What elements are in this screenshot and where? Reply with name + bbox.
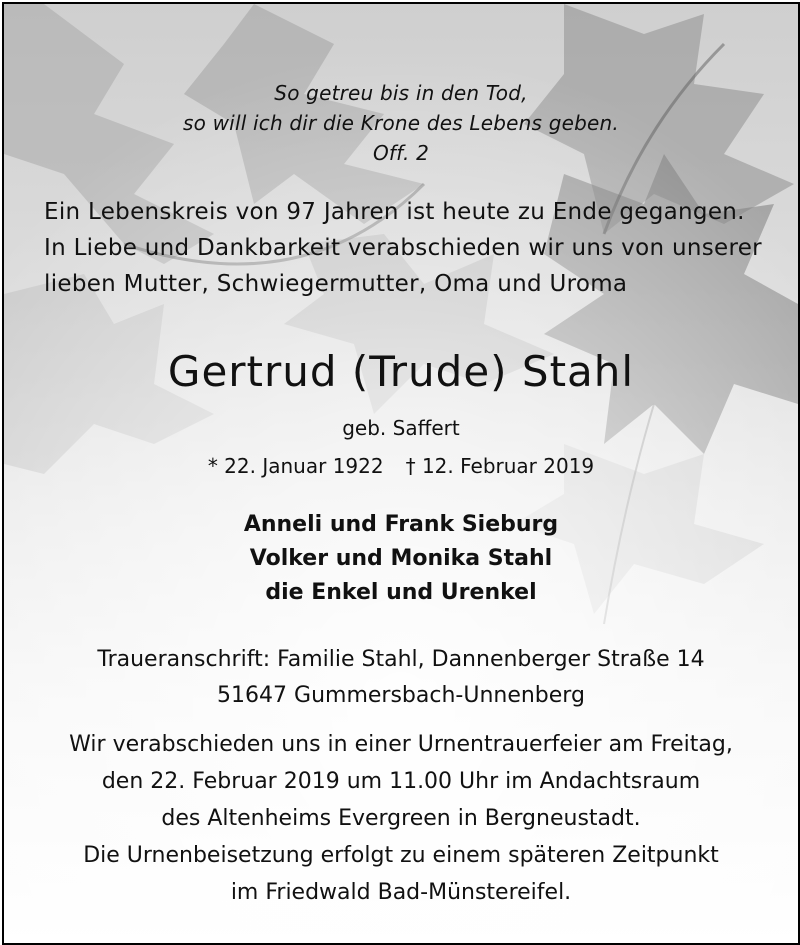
verse-reference: Off. 2	[372, 141, 430, 165]
birth-date: * 22. Januar 1922	[207, 454, 384, 478]
obituary-notice	[2, 2, 800, 945]
service-line: Wir verabschieden uns in einer Urnentrauerfeier am Freitag,	[69, 732, 733, 757]
maiden-name: geb. Saffert	[342, 416, 460, 440]
address-line: 51647 Gummersbach-Unnenberg	[217, 683, 585, 708]
family-line: Volker und Monika Stahl	[249, 546, 553, 571]
service-line: Die Urnenbeisetzung erfolgt zu einem späteren Zeitpunkt	[83, 843, 719, 868]
intro-text	[44, 194, 784, 302]
service-line: des Altenheims Evergreen in Bergneustadt.	[161, 806, 641, 831]
service-line: im Friedwald Bad-Münstereifel.	[230, 880, 572, 905]
verse-line: so will ich dir die Krone des Lebens geben.	[183, 111, 619, 135]
verse-line: So getreu bis in den Tod,	[274, 81, 528, 105]
mourning-family	[4, 508, 798, 610]
life-dates	[4, 452, 798, 480]
funeral-service-info	[4, 726, 798, 911]
intro-line: Ein Lebenskreis von 97 Jahren ist heute zu Ende gegangen.	[44, 199, 745, 225]
bible-verse	[4, 78, 798, 168]
intro-line: In Liebe und Dankbarkeit verabschieden wir uns von unserer	[44, 235, 762, 261]
deceased-name: Gertrud (Trude) Stahl	[167, 347, 635, 396]
family-line: Anneli und Frank Sieburg	[243, 512, 559, 537]
family-line: die Enkel und Urenkel	[265, 580, 537, 605]
mourning-address	[4, 642, 798, 714]
address-line: Traueranschrift: Familie Stahl, Dannenberger Straße 14	[97, 647, 705, 672]
death-date: † 12. Februar 2019	[405, 454, 595, 478]
intro-line: lieben Mutter, Schwiegermutter, Oma und Uroma	[44, 271, 628, 297]
service-line: den 22. Februar 2019 um 11.00 Uhr im Andachtsraum	[101, 769, 701, 794]
